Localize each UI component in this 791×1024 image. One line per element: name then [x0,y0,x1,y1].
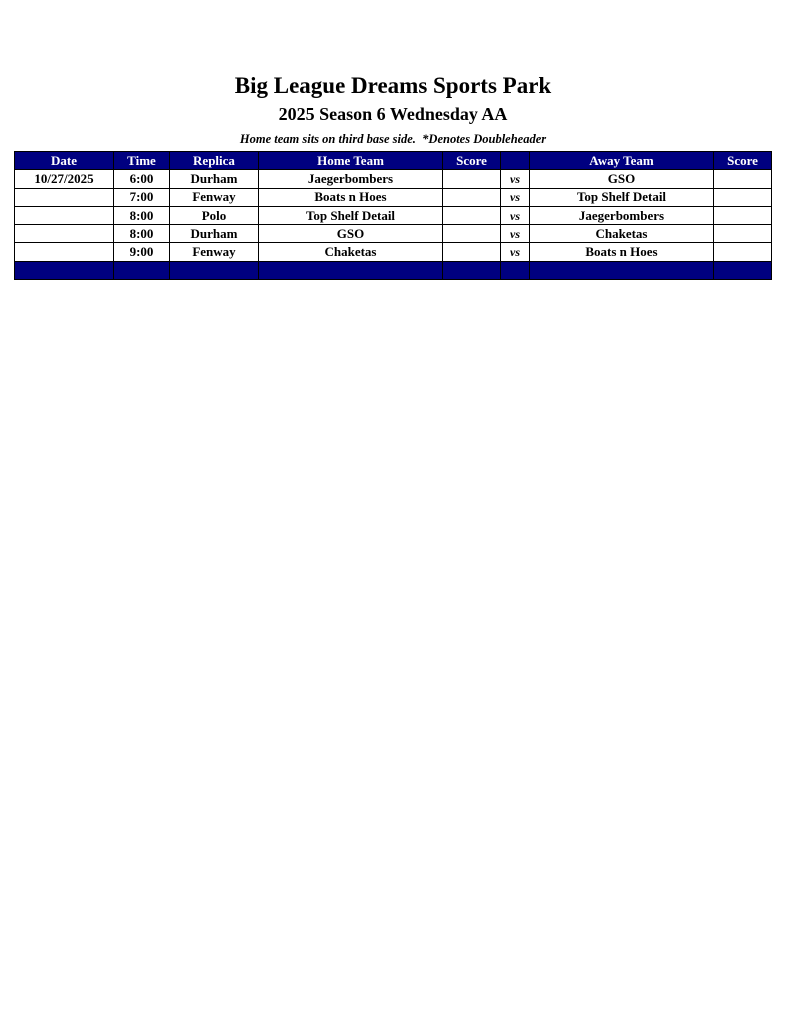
date-cell [15,188,114,206]
column-header-date: Date [15,152,114,170]
home-team-cell: Jaegerbombers [259,170,443,188]
column-header-away-team: Away Team [530,152,714,170]
schedule-note: Home team sits on third base side. *Denotes Doubleheader [239,132,547,146]
home-score-cell [443,206,501,224]
home-team-cell: GSO [259,225,443,243]
date-cell [15,206,114,224]
away-team-cell: Jaegerbombers [530,206,714,224]
season-subtitle: 2025 Season 6 Wednesday AA [278,104,508,124]
away-team-cell: Boats n Hoes [530,243,714,261]
time-cell: 9:00 [114,243,170,261]
time-cell: 8:00 [114,206,170,224]
footer-cell [15,261,114,279]
away-team-cell: Top Shelf Detail [530,188,714,206]
footer-cell [170,261,259,279]
table-row [15,243,772,261]
date-cell: 10/27/2025 [15,170,114,188]
vs-cell: vs [501,225,530,243]
away-team-cell: Chaketas [530,225,714,243]
vs-cell: vs [501,243,530,261]
page-title: Big League Dreams Sports Park [234,73,552,98]
home-score-cell [443,243,501,261]
schedule-table [14,151,772,280]
table-row [15,225,772,243]
replica-cell: Durham [170,225,259,243]
replica-cell: Durham [170,170,259,188]
footer-cell [501,261,530,279]
footer-cell [714,261,772,279]
column-header-time: Time [114,152,170,170]
time-cell: 8:00 [114,225,170,243]
table-footer-row [15,261,772,279]
table-row [15,188,772,206]
footer-cell [443,261,501,279]
home-score-cell [443,188,501,206]
away-team-cell: GSO [530,170,714,188]
time-cell: 7:00 [114,188,170,206]
column-header-away-score: Score [714,152,772,170]
column-header-home-score: Score [443,152,501,170]
home-team-cell: Top Shelf Detail [259,206,443,224]
home-score-cell [443,170,501,188]
table-row [15,206,772,224]
away-score-cell [714,225,772,243]
home-score-cell [443,225,501,243]
away-score-cell [714,243,772,261]
vs-cell: vs [501,206,530,224]
vs-cell: vs [501,170,530,188]
home-team-cell: Chaketas [259,243,443,261]
column-header-home-team: Home Team [259,152,443,170]
column-header-vs [501,152,530,170]
footer-cell [530,261,714,279]
replica-cell: Fenway [170,188,259,206]
home-team-cell: Boats n Hoes [259,188,443,206]
replica-cell: Polo [170,206,259,224]
replica-cell: Fenway [170,243,259,261]
footer-cell [114,261,170,279]
column-header-replica: Replica [170,152,259,170]
away-score-cell [714,188,772,206]
vs-cell: vs [501,188,530,206]
away-score-cell [714,170,772,188]
date-cell [15,225,114,243]
date-cell [15,243,114,261]
table-header-row [15,152,772,170]
footer-cell [259,261,443,279]
time-cell: 6:00 [114,170,170,188]
table-row [15,170,772,188]
away-score-cell [714,206,772,224]
